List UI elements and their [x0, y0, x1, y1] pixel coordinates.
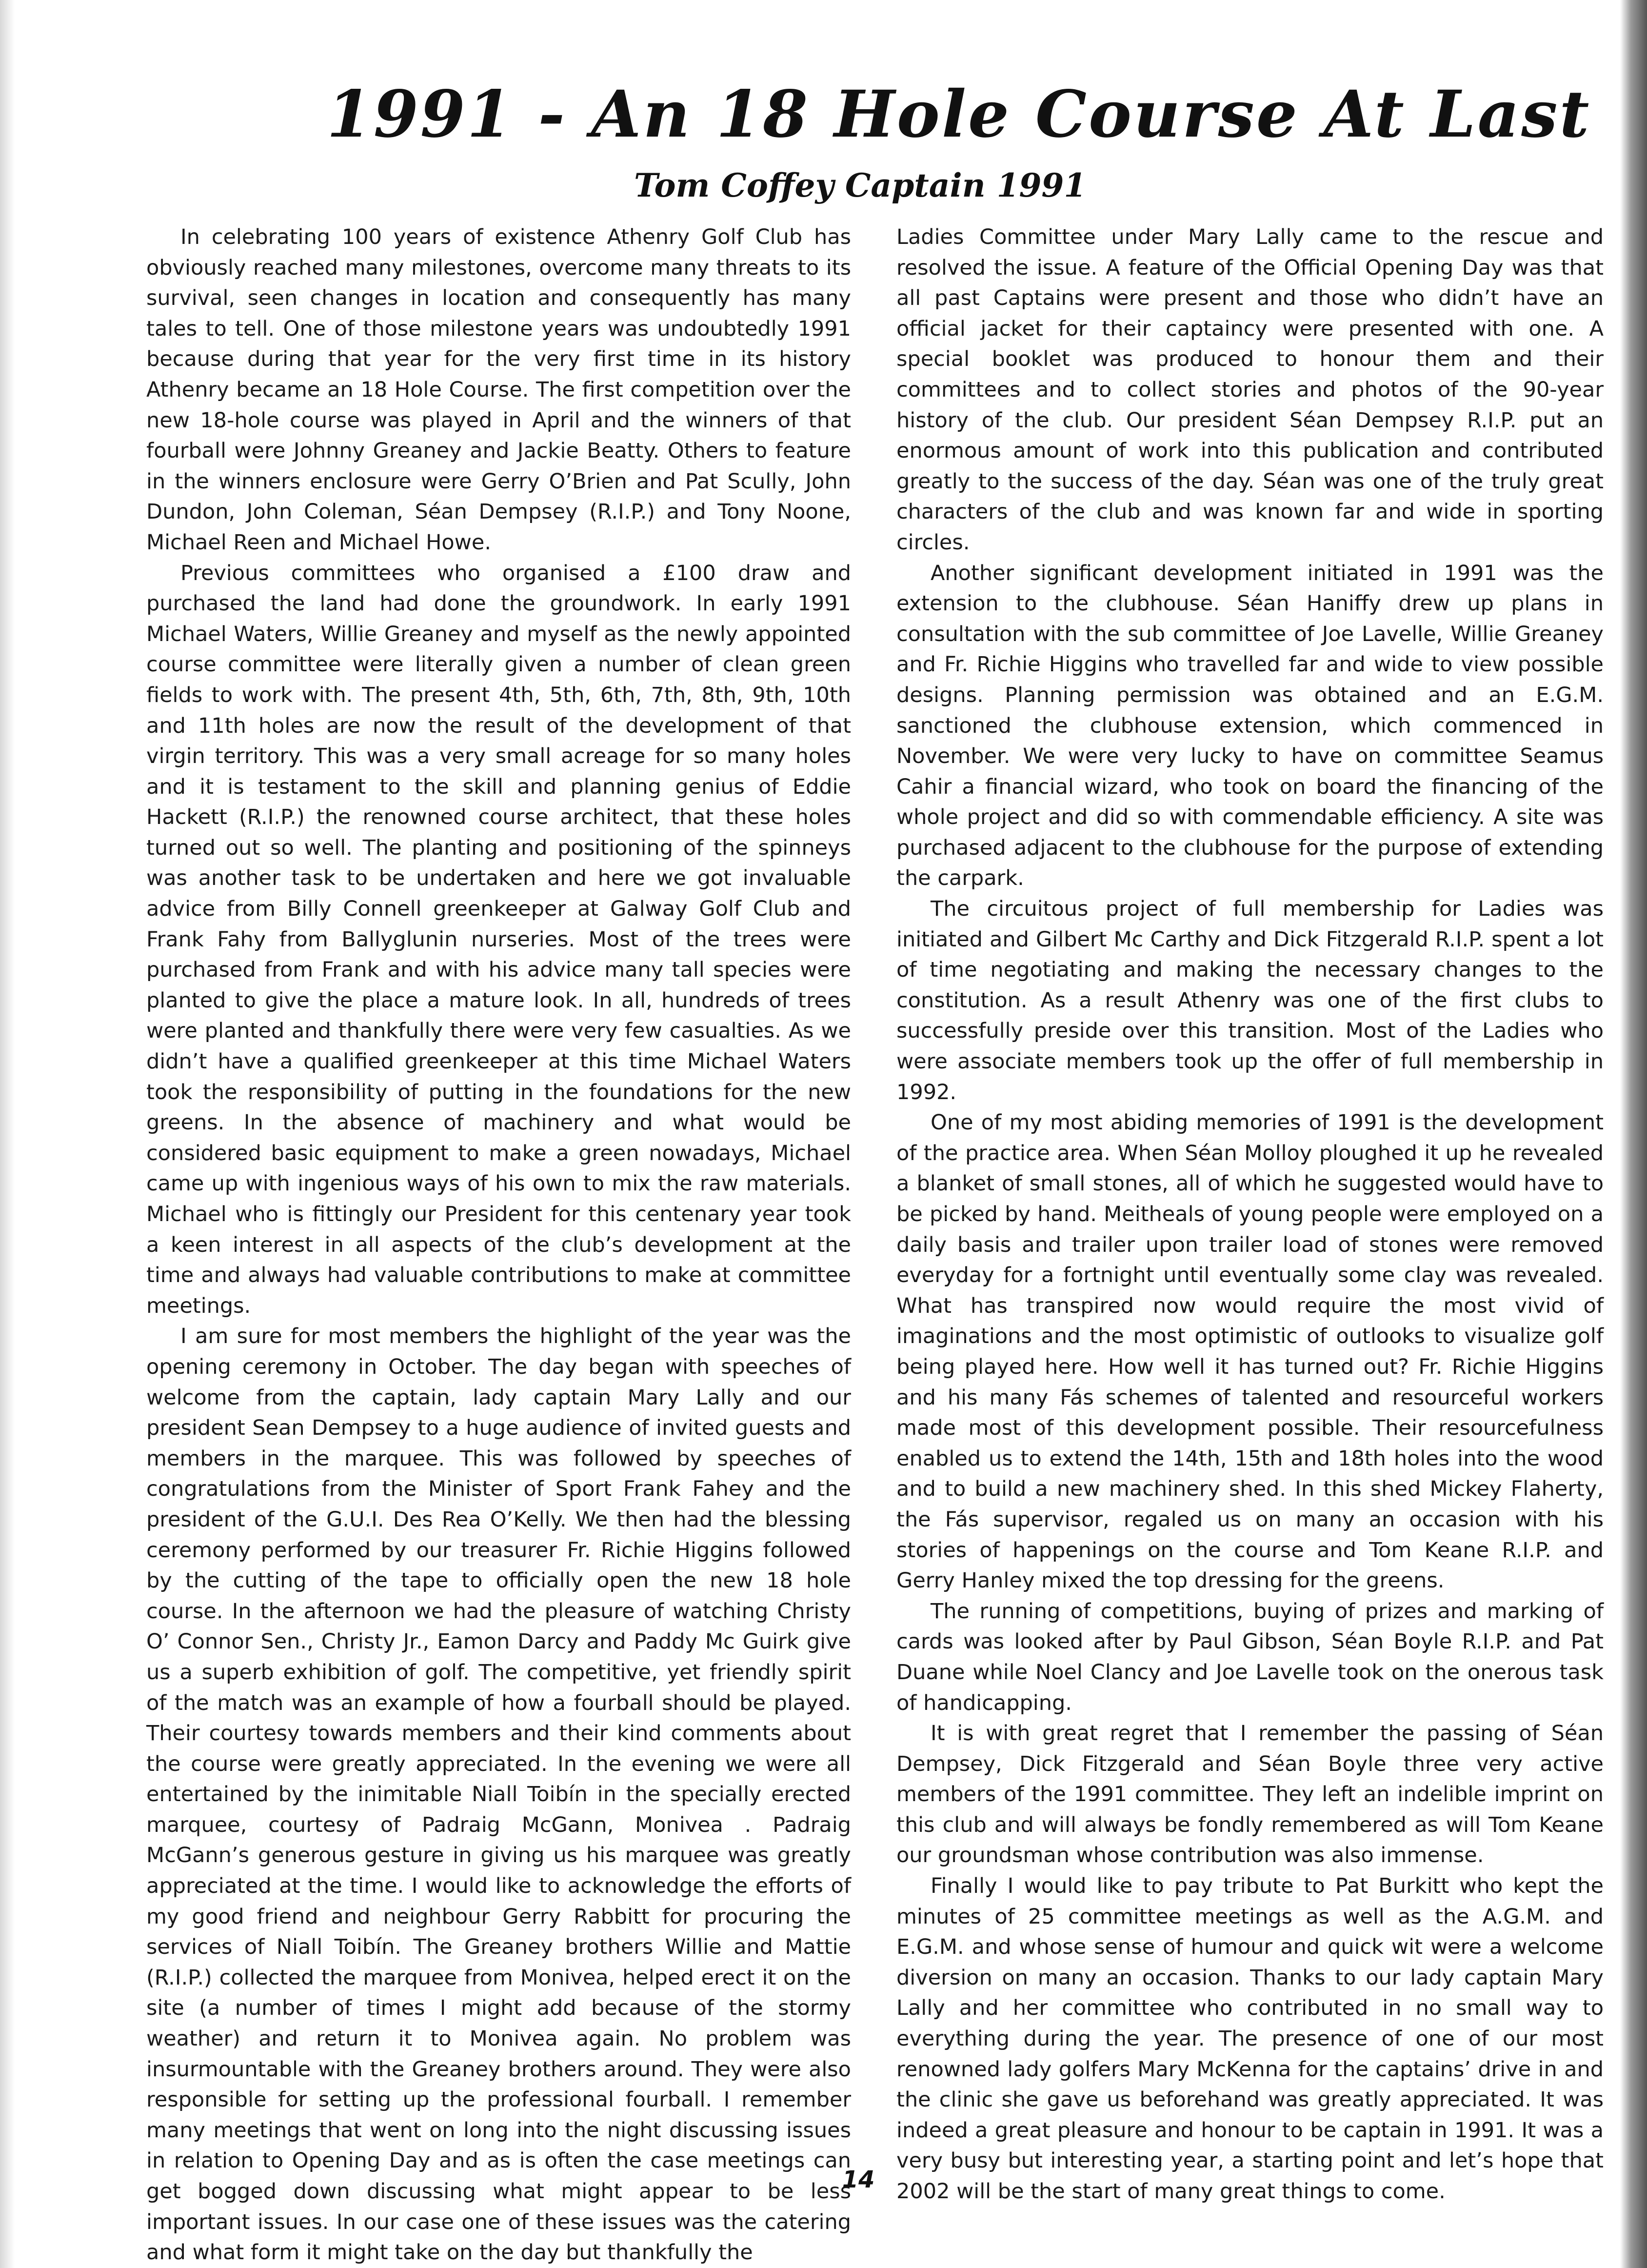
paragraph: Previous committees who organised a £100 draw and purchased the land had done the groundwork. In early 1991 Michael Waters, Willie Greaney and myself as the newly appointed course committee were literally given a number of clean green fields to work with. The present 4th, 5th, 6th, 7th, 8th, 9th, 10th and 11th holes are now the result of the development of that virgin territory. This was a very small acreage for so many holes and it is testament to the skill and planning genius of Eddie Hackett (R.I.P.) the renowned course architect, that these holes turned out so well. The planting and positioning of the spinneys was another task to be undertaken and here we got invaluable advice from Billy Connell greenkeeper at Galway Golf Club and Frank Fahy from Ballyglunin nurseries. Most of the trees were purchased from Frank and with his advice many tall species were planted to give the place a mature look. In all, hundreds of trees were planted and thankfully there were very few casualties. As we didn’t have a qualified greenkeeper at this time Michael Waters took the responsibility of putting in the foundations for the new greens. In the absence of machinery and what would be considered basic equipment to make a green nowadays, Michael came up with ingenious ways of his own to mix the raw materials. Michael who is fittingly our President for this centenary year took a keen interest in all aspects of the club’s development at the time and always had valuable contributions to make at committee meetings.: [146, 561, 851, 1318]
article-byline: Tom Coffey Captain 1991: [634, 166, 1087, 204]
paragraph: Another significant development initiated in 1991 was the extension to the clubhouse. Séan Haniffy drew up plans in consultation with the sub committee of Joe Lavelle, Willie Greaney and Fr. Richie Higgins who travelled far and wide to view possible designs. Planning permission was obtained and an E.G.M. sanctioned the clubhouse extension, which commenced in November. We were very lucky to have on committee Seamus Cahir a financial wizard, who took on board the financing of the whole project and did so with commendable efficiency. A site was purchased adjacent to the clubhouse for the purpose of extending the carpark.: [896, 561, 1604, 891]
paragraph: Ladies Committee under Mary Lally came to the rescue and resolved the issue. A feature of the Official Opening Day was that all past Captains were present and those who didn’t have an official jacket for their captaincy were presented with one. A special booklet was produced to honour them and their committees and to collect stories and photos of the 90-year history of the club. Our president Séan Dempsey R.I.P. put an enormous amount of work into this publication and contributed greatly to the success of the day. Séan was one of the truly great characters of the club and was known far and wide in sporting circles.: [896, 225, 1604, 555]
article-title: 1991 - An 18 Hole Course At Last: [327, 77, 1591, 152]
left-text-column: [146, 222, 851, 2265]
paragraph: I am sure for most members the highlight of the year was the opening ceremony in October. The day began with speeches of welcome from the captain, lady captain Mary Lally and our president Sean Dempsey to a huge audience of invited guests and members in the marquee. This was followed by speeches of congratulations from the Minister of Sport Frank Fahey and the president of the G.U.I. Des Rea O’Kelly. We then had the blessing ceremony performed by our treasurer Fr. Richie Higgins followed by the cutting of the tape to officially open the new 18 hole course. In the afternoon we had the pleasure of watching Christy O’ Connor Sen., Christy Jr., Eamon Darcy and Paddy Mc Guirk give us a superb exhibition of golf. The competitive, yet friendly spirit of the match was an example of how a fourball should be played. Their courtesy towards members and their kind comments about the course were greatly appreciated. In the evening we were all entertained by the inimitable Niall Toibín in the specially erected marquee, courtesy of Padraig McGann, Monivea . Padraig McGann’s generous gesture in giving us his marquee was greatly appreciated at the time. I would like to acknowledge the efforts of my good friend and neighbour Gerry Rabbitt for procuring the services of Niall Toibín. The Greaney brothers Willie and Mattie (R.I.P.) collected the marquee from Monivea, helped erect it on the site (a number of times I might add because of the stormy weather) and return it to Monivea again. No problem was insurmountable with the Greaney brothers around. They were also responsible for setting up the professional fourball. I remember many meetings that went on long into the night discussing issues in relation to Opening Day and as is often the case meetings can get bogged down discussing what might appear to be less important issues. In our case one of these issues was the catering and what form it might take on the day but thankfully the: [146, 1324, 851, 2265]
paragraph: Finally I would like to pay tribute to Pat Burkitt who kept the minutes of 25 committee meetings as well as the A.G.M. and E.G.M. and whose sense of humour and quick wit were a welcome diversion on many an occasion. Thanks to our lady captain Mary Lally and her committee who contributed in no small way to everything during the year. The presence of one of our most renowned lady golfers Mary McKenna for the captains’ drive in and the clinic she gave us beforehand was greatly appreciated. It was indeed a great pleasure and honour to be captain in 1991. It was a very busy but interesting year, a starting point and let’s hope that 2002 will be the start of many great things to come.: [896, 1874, 1604, 2204]
paragraph: One of my most abiding memories of 1991 is the development of the practice area. When Séan Molloy ploughed it up he revealed a blanket of small stones, all of which he suggested would have to be picked by hand. Meitheals of young people were employed on a daily basis and trailer upon trailer load of stones were removed everyday for a fortnight until eventually some clay was revealed. What has transpired now would require the most vivid of imaginations and the most optimistic of outlooks to visualize golf being played here. How well it has turned out? Fr. Richie Higgins and his many Fás schemes of talented and resourceful workers made most of this development possible. Their resourcefulness enabled us to extend the 14th, 15th and 18th holes into the wood and to build a new machinery shed. In this shed Mickey Flaherty, the Fás supervisor, regaled us on many an occasion with his stories of happenings on the course and Tom Keane R.I.P. and Gerry Hanley mixed the top dressing for the greens.: [896, 1110, 1604, 1593]
scan-shadow-left: [0, 0, 15, 2268]
paragraph: It is with great regret that I remember the passing of Séan Dempsey, Dick Fitzgerald and Séan Boyle three very active members of the 1991 committee. They left an indelible imprint on this club and will always be fondly remembered as will Tom Keane our groundsman whose contribution was also immense.: [896, 1721, 1604, 1868]
scan-shadow-right: [1620, 0, 1647, 2268]
page-number: 14: [842, 2166, 875, 2193]
paragraph: The running of competitions, buying of prizes and marking of cards was looked after by Paul Gibson, Séan Boyle R.I.P. and Pat Duane while Noel Clancy and Joe Lavelle took on the onerous task of handicapping.: [896, 1599, 1604, 1715]
paragraph: In celebrating 100 years of existence Athenry Golf Club has obviously reached many milestones, overcome many threats to its survival, seen changes in location and consequently has many tales to tell. One of those milestone years was undoubtedly 1991 because during that year for the very first time in its history Athenry became an 18 Hole Course. The first competition over the new 18-hole course was played in April and the winners of that fourball were Johnny Greaney and Jackie Beatty. Others to feature in the winners enclosure were Gerry O’Brien and Pat Scully, John Dundon, John Coleman, Séan Dempsey (R.I.P.) and Tony Noone, Michael Reen and Michael Howe.: [146, 225, 851, 555]
right-text-column: [896, 222, 1604, 2204]
paragraph: The circuitous project of full membership for Ladies was initiated and Gilbert Mc Carthy and Dick Fitzgerald R.I.P. spent a lot of time negotiating and making the necessary changes to the constitution. As a result Athenry was one of the first clubs to successfully preside over this transition. Most of the Ladies who were associate members took up the offer of full membership in 1992.: [896, 897, 1604, 1104]
